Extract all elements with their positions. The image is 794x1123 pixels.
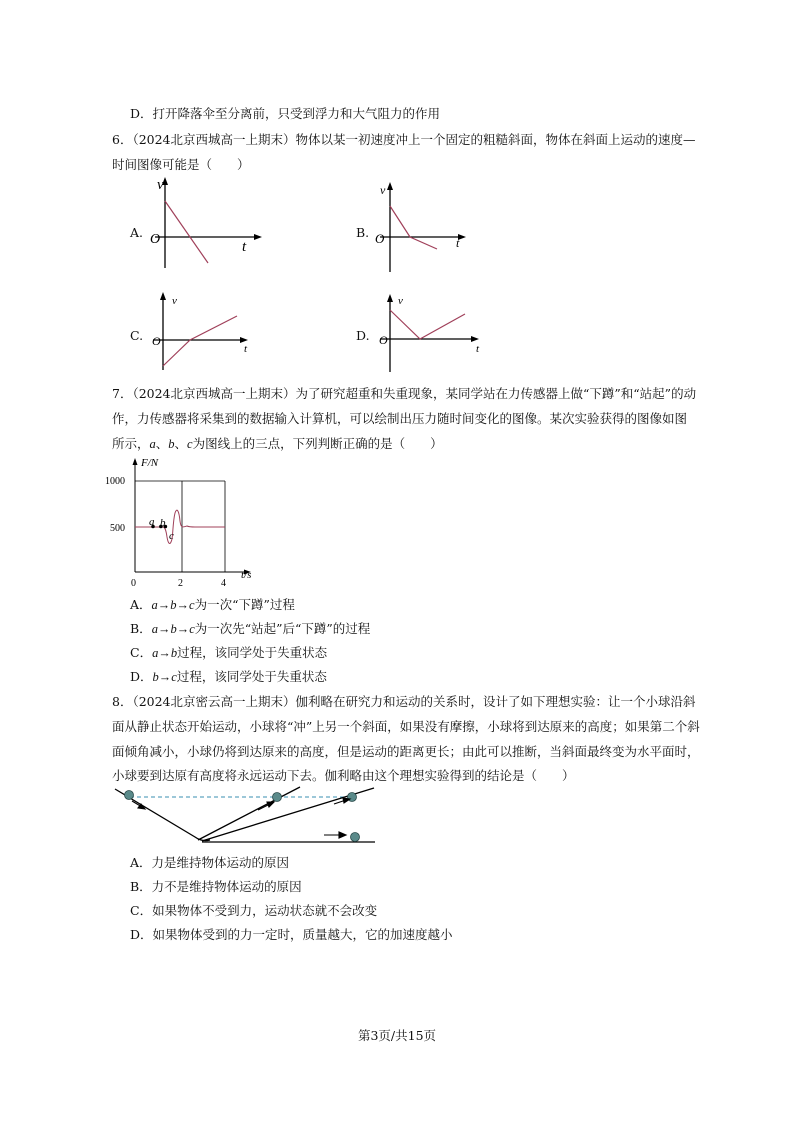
q8-option-d: D．如果物体受到的力一定时，质量越大，它的加速度越小	[130, 927, 453, 942]
q6-b-axis-t: t	[456, 236, 460, 250]
q7-xtick-2: 2	[178, 578, 183, 589]
q6-d-axis-t: t	[476, 343, 480, 355]
q6-graph-c	[148, 290, 258, 375]
q7-xtick-4: 4	[221, 578, 226, 589]
q6-graph-b	[370, 180, 480, 275]
q6-graph-a	[140, 175, 270, 270]
q8-stem-line3: 面倾角减小，小球仍将到达原来的高度，但是运动的距离更长；由此可以推断，当斜面最终变为水平面时，	[112, 744, 700, 759]
q6-option-b-label: B.	[356, 225, 370, 240]
q8-ball-flat	[351, 833, 360, 842]
q7-ylabel: F/N	[141, 457, 159, 469]
q6-c-origin: O	[152, 334, 161, 348]
q6-c-axis-v: v	[172, 295, 177, 307]
q7-option-b: B．a→b→c为一次先“站起”后“下蹲”的过程	[130, 621, 371, 636]
q8-steep-ramp	[198, 787, 300, 840]
q6-stem-line1: 6．（2024北京西城高一上期末）物体以某一初速度冲上一个固定的粗糙斜面，物体在斜面上运动的速度—	[112, 132, 696, 147]
q7-ytick-1000: 1000	[105, 476, 125, 487]
q6-d-axis-v: v	[398, 295, 403, 307]
q6-option-c-label: C.	[130, 328, 144, 343]
q7-option-c: C．a→b过程，该同学处于失重状态	[130, 645, 328, 660]
q6-a-axis-t: t	[242, 239, 247, 255]
q6-a-origin: O	[150, 232, 161, 247]
q8-option-b: B．力不是维持物体运动的原因	[130, 879, 302, 894]
q6-option-a-label: A.	[130, 225, 144, 240]
q7-stem-line2: 作，力传感器将采集到的数据输入计算机，可以绘制出压力随时间变化的图像。某次实验获得的图像如图	[112, 411, 688, 426]
q7-xtick-0: 0	[131, 578, 136, 589]
q6-option-d-label: D.	[356, 328, 370, 343]
q6-c-axis-t: t	[244, 343, 248, 355]
q6-a-curve	[165, 201, 208, 263]
q7-option-a: A．a→b→c为一次“下蹲”过程	[130, 597, 295, 612]
q8-stem-line2: 面从静止状态开始运动，小球将“冲”上另一个斜面，如果没有摩擦，小球将到达原来的高度；如果第二个斜	[112, 719, 700, 734]
page-footer: 第3页/共15页	[357, 1028, 437, 1043]
q7-force-time-chart	[105, 455, 265, 590]
q8-option-c: C．如果物体不受到力，运动状态就不会改变	[130, 903, 378, 918]
q8-ball-start	[125, 791, 134, 800]
q6-d-origin: O	[379, 333, 388, 347]
q6-d-curve	[390, 310, 465, 339]
q6-a-axis-v: v	[157, 177, 164, 193]
q7-ytick-500: 500	[110, 523, 125, 534]
q7-stem-line3: 所示，a、b、c为图线上的三点，下列判断正确的是（ ）	[112, 436, 443, 451]
q6-graph-d	[375, 292, 490, 377]
q8-stem-line1: 8．（2024北京密云高一上期末）伽利略在研究力和运动的关系时，设计了如下理想实验：让一个小球沿斜	[112, 694, 696, 709]
q7-xlabel: t/s	[241, 569, 252, 581]
q8-ball-steep	[273, 793, 282, 802]
q6-stem-line2: 时间图像可能是（ ）	[112, 157, 250, 172]
q5-option-d: D．打开降落伞至分离前，只受到浮力和大气阻力的作用	[130, 106, 441, 121]
q6-b-axis-v: v	[380, 183, 386, 197]
q6-b-origin: O	[375, 231, 385, 246]
q7-option-d: D．b→c过程，该同学处于失重状态	[130, 669, 327, 684]
q7-stem-line1: 7．（2024北京西城高一上期末）为了研究超重和失重现象，某同学站在力传感器上做“下蹲”和“站起”的动	[112, 386, 697, 401]
q6-b-curve	[390, 206, 437, 249]
q8-option-a: A．力是维持物体运动的原因	[130, 855, 290, 870]
q7-label-c: c	[169, 530, 174, 542]
q8-galileo-diagram	[110, 785, 380, 850]
q6-c-curve	[163, 316, 237, 366]
q7-label-b: b	[160, 517, 166, 529]
q8-stem-line4: 小球要到达原有高度将永远运动下去。伽利略由这个理想实验得到的结论是（ ）	[112, 768, 575, 783]
q7-label-a: a	[149, 516, 155, 528]
